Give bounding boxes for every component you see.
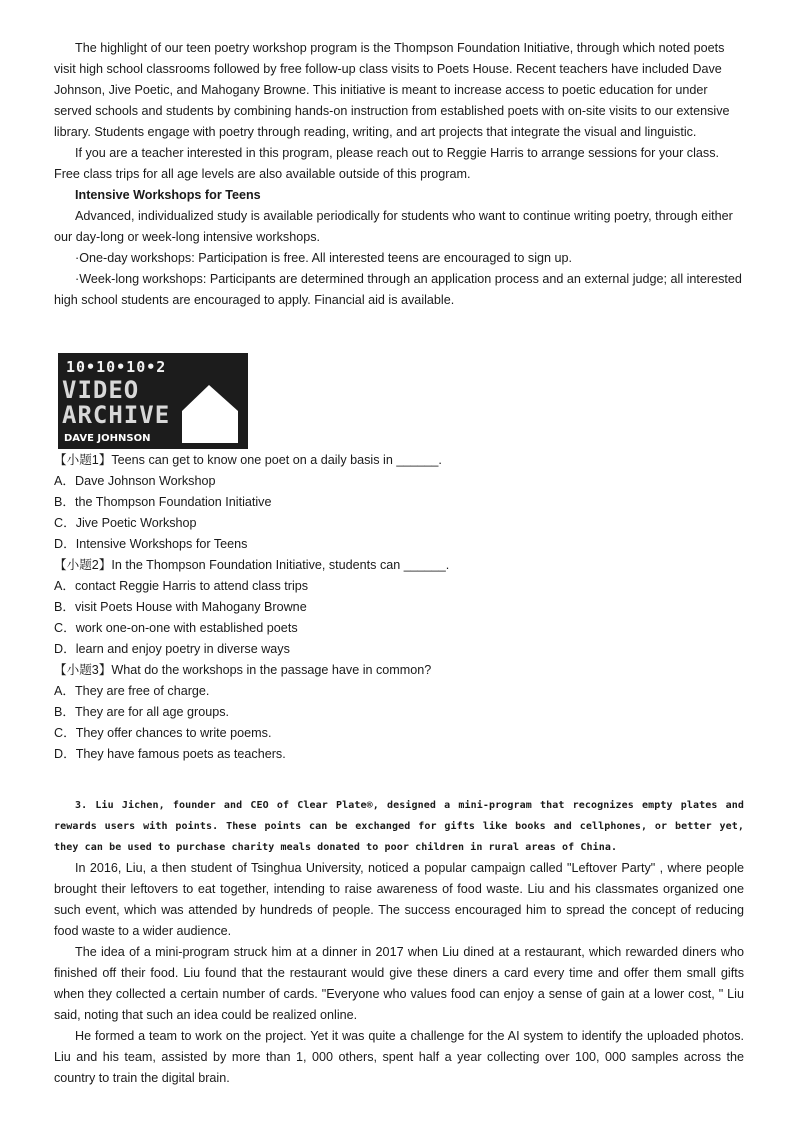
question-stem: 【小题2】In the Thompson Foundation Initiative, students can ______. [54, 558, 450, 572]
logo-title-video: VIDEO [62, 376, 140, 404]
bullet-item: ·One-day workshops: Participation is free. All interested teens are encouraged to sign up. [75, 251, 573, 265]
option-b: B．They are for all age groups. [54, 705, 230, 719]
option-b: B．the Thompson Foundation Initiative [54, 495, 272, 509]
passage-3 [54, 795, 744, 1089]
question-stem: 【小题3】What do the workshops in the passage have in common? [54, 663, 432, 677]
option-a: A．contact Reggie Harris to attend class trips [54, 579, 309, 593]
option-b: B．visit Poets House with Mahogany Browne [54, 600, 307, 614]
option-d: D．Intensive Workshops for Teens [54, 537, 248, 551]
option-c: C．Jive Poetic Workshop [54, 516, 197, 530]
paragraph: Advanced, individualized study is available periodically for students who want to continue writing poetry, through either our day-long or week-long intensive workshops. [54, 209, 733, 244]
passage-intro: 3. Liu Jichen, founder and CEO of Clear Plate®, designed a mini-program that recognizes empty plates and rewards users with points. These points can be exchanged for gifts like books and cellphones, or better yet, they can be used to purchase charity meals donated to poor children in rural areas of China. [54, 800, 744, 853]
paragraph: If you are a teacher interested in this program, please reach out to Reggie Harris to arrange sessions for your class. Free class trips for all age levels are also available outside of this program. [54, 146, 720, 181]
option-a: A．Dave Johnson Workshop [54, 474, 216, 488]
option-c: C．They offer chances to write poems. [54, 726, 272, 740]
option-c: C．work one-on-one with established poets [54, 621, 298, 635]
video-archive-logo [58, 353, 248, 449]
passage-top [54, 38, 744, 311]
option-d: D．learn and enjoy poetry in diverse ways [54, 642, 290, 656]
option-d: D．They have famous poets as teachers. [54, 747, 286, 761]
paragraph: He formed a team to work on the project. Yet it was quite a challenge for the AI system to identify the uploaded photos. Liu and his team, assisted by more than 1, 000 others, spent half a year collecting over 100, 000 samples across the country to train the digital brain. [54, 1029, 744, 1085]
logo-title-archive: ARCHIVE [62, 401, 171, 429]
questions [54, 450, 744, 765]
paragraph: The idea of a mini-program struck him at a dinner in 2017 when Liu dined at a restaurant, which rewarded diners who finished off their food. Liu found that the restaurant would give these diners a card every time and offer them small gifts when they collected a certain number of cards. "Everyone who values food can enjoy a sense of gain at a lower cost, " Liu said, noting that such an idea could be realized online. [54, 945, 744, 1022]
paragraph: In 2016, Liu, a then student of Tsinghua University, noticed a popular campaign called "Leftover Party" , where people brought their leftovers to eat together, intending to raise awareness of food waste. Liu and his classmates organized one such event, which was attended by hundreds of people. The success encouraged him to spread the concept of reducing food waste to a wider audience. [54, 861, 744, 938]
question-stem: 【小题1】Teens can get to know one poet on a daily basis in ______. [54, 453, 442, 467]
paragraph: The highlight of our teen poetry workshop program is the Thompson Foundation Initiative, through which noted poets visit high school classrooms followed by free follow-up class visits to Poets House. Recent teachers have included Dave Johnson, Jive Poetic, and Mahogany Browne. This initiative is meant to increase access to poetic education for under served schools and students by combining hands-on instruction from established poets with on-site visits to our extensive library. Students engage with poetry through reading, writing, and art projects that integrate the visual and linguistic. [54, 41, 730, 139]
logo-numbers: 10•10•10•2 [66, 358, 167, 376]
option-a: A．They are free of charge. [54, 684, 210, 698]
logo-author: DAVE JOHNSON [64, 433, 151, 444]
bullet-item: ·Week-long workshops: Participants are determined through an application process and an external judge; all interested high school students are encouraged to apply. Financial aid is available. [54, 272, 742, 307]
section-heading: Intensive Workshops for Teens [75, 188, 261, 202]
